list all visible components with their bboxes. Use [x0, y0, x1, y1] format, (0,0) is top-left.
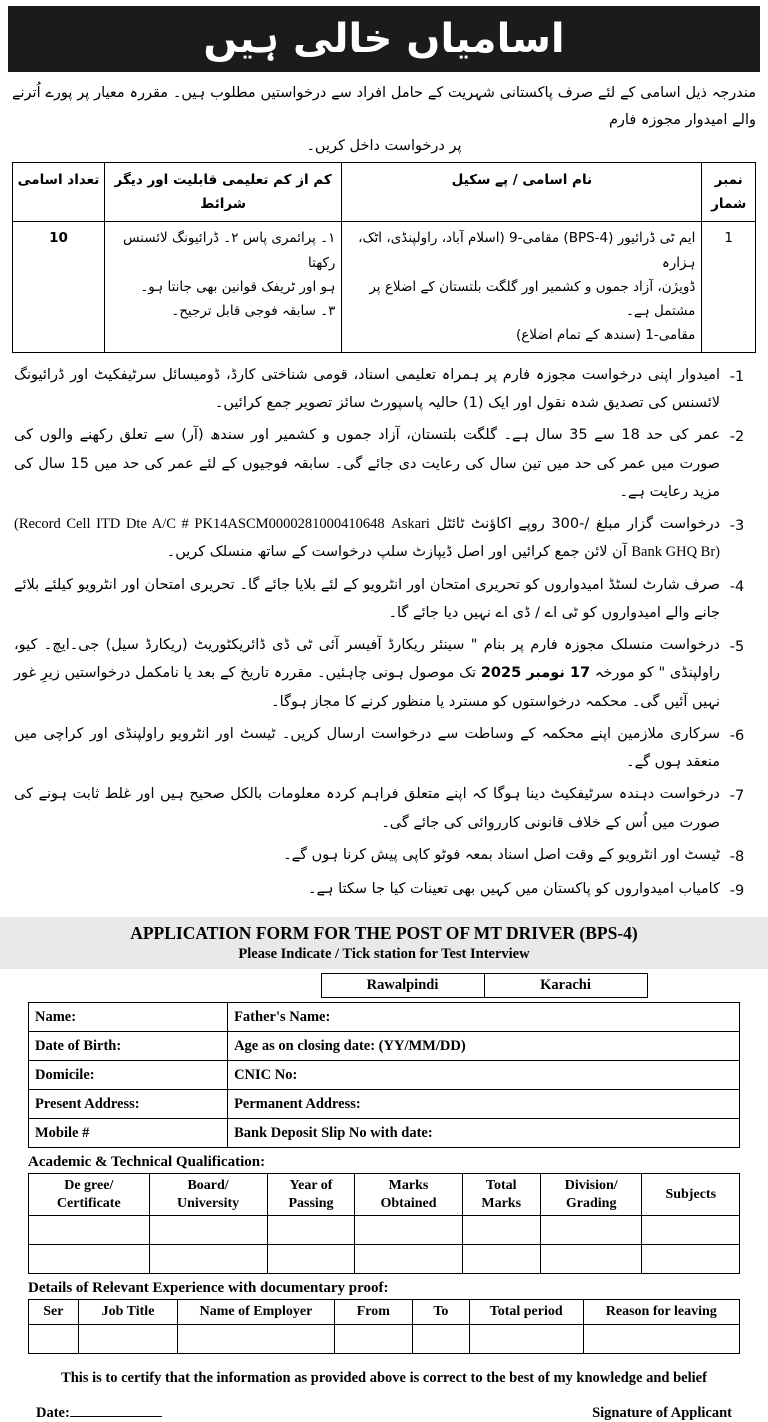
clause-5-deadline-date: 17 نومبر 2025 [480, 665, 591, 682]
clause-3 [0, 508, 768, 569]
station-table [121, 973, 648, 998]
clause-3-prefix: درخواست گزار مبلغ /-300 روپے اکاؤنٹ ٹائٹل [436, 516, 721, 533]
th-degree [29, 1174, 150, 1216]
banner-title: اسامیاں خالی ہیں [203, 16, 565, 62]
station-selection [0, 973, 768, 998]
clause-1-number: 1- [729, 368, 745, 385]
field-label-bank-slip: Bank Deposit Slip No with date: [228, 1119, 740, 1148]
clause-6-number: 6- [729, 727, 745, 744]
clause-8-text: ٹیسٹ اور انٹرویو کے وقت اصل اسناد بمعہ فوٹو کاپی پیش کرنا ہوں گے۔ [283, 846, 720, 863]
station-option-karachi[interactable]: Karachi [484, 974, 647, 998]
table-row [29, 1090, 740, 1119]
table-row [29, 1061, 740, 1090]
clause-9-text: کامیاب امیدواروں کو پاکستان میں کہیں بھی تعینات کیا جا سکتا ہے۔ [308, 881, 720, 898]
applicant-fields-table [28, 1002, 740, 1148]
acad-cell[interactable] [355, 1245, 462, 1274]
th-board-l2: University [176, 1195, 240, 1211]
qual-line-1: ۱۔ پرائمری پاس ۲۔ ڈرائیونگ لائسنس رکھتا [122, 230, 336, 271]
clause-7 [0, 778, 768, 839]
clause-7-text: درخواست دہندہ سرٹیفکیٹ دینا ہوگا کہ اپنے متعلق فراہم کردہ معلومات بالکل صحیح ہیں اور غلط ثابت ہونے کی صورت میں اُس کے خلاف قانونی کارروائی کی جائے گی۔ [14, 786, 720, 831]
cell-serial: 1 [702, 222, 756, 352]
clause-5-number: 5- [729, 639, 745, 656]
acad-cell[interactable] [267, 1245, 355, 1274]
th-degree-l1: De gree/ [64, 1178, 114, 1194]
clause-5 [0, 629, 768, 718]
acad-cell[interactable] [149, 1245, 267, 1274]
acad-cell[interactable] [149, 1216, 267, 1245]
clause-9 [0, 873, 768, 907]
field-label-permanent-address: Permanent Address: [228, 1090, 740, 1119]
field-label-domicile: Domicile: [29, 1061, 228, 1090]
acad-cell[interactable] [642, 1216, 740, 1245]
th-to: To [412, 1300, 469, 1325]
field-label-name: Name: [29, 1003, 228, 1032]
th-division-grading [540, 1174, 642, 1216]
exp-cell[interactable] [334, 1324, 412, 1353]
clause-7-number: 7- [729, 788, 745, 805]
exp-cell[interactable] [469, 1324, 583, 1353]
th-count: تعداد اسامی [13, 162, 105, 222]
cell-qualification [104, 222, 341, 352]
table-row [29, 1032, 740, 1061]
clause-5-text-a: درخواست منسلک مجوزہ فارم پر بنام " سینئر ریکارڈ آفیسر آئی ٹی ڈی ڈائریکٹوریٹ (ریکارڈ سیل) جی۔ایچ۔ کیو، راولپنڈی " کو مورخہ [14, 637, 721, 682]
qual-line-2: ہو اور ٹریفک قوانین بھی جانتا ہو۔ [140, 278, 336, 295]
th-total-period: Total period [469, 1300, 583, 1325]
clause-3-body [14, 510, 720, 567]
field-label-cnic: CNIC No: [228, 1061, 740, 1090]
intro-paragraph [0, 72, 768, 138]
application-form-title: APPLICATION FORM FOR THE POST OF MT DRIVER (BPS-4) [0, 917, 768, 946]
intro-line-2: پر درخواست داخل کریں۔ [306, 137, 462, 154]
clause-2-text: عمر کی حد 18 سے 35 سال ہے۔ گلگت بلتستان، آزاد جموں و کشمیر اور سندھ (آر) سے تعلق رکھنے والوں کی صورت میں عمر کی حد میں تین سال کی رعایت دی جائے گی۔ سابقہ فوجیوں کے لئے عمر کی حد میں 15 سال کی مزید رعایت ہے۔ [14, 427, 720, 500]
field-label-present-address: Present Address: [29, 1090, 228, 1119]
date-blank-line[interactable] [70, 1416, 162, 1417]
post-line-1: ایم ٹی ڈرائیور (BPS-4) مقامی-9 (اسلام آباد، راولپنڈی، اٹک، ہزارہ [358, 230, 696, 271]
clause-2 [0, 419, 768, 508]
th-marks-l1: Marks [388, 1178, 429, 1194]
acad-cell[interactable] [462, 1216, 540, 1245]
th-division-l1: Division/ [564, 1178, 618, 1194]
th-total-l1: Total [485, 1178, 517, 1194]
clause-5-body [14, 631, 720, 716]
experience-table [28, 1299, 740, 1354]
table-row [13, 222, 756, 352]
intro-line-1: مندرجہ ذیل اسامی کے لئے صرف پاکستانی شہریت کے حامل افراد سے درخواستیں مطلوب ہیں۔ مقررہ معیار پر پورے اُترنے والے امیدوار مجوزہ فارم [12, 85, 756, 128]
clause-4 [0, 569, 768, 630]
th-qualification: کم از کم تعلیمی قابلیت اور دیگر شرائط [104, 162, 341, 222]
date-label: Date: [36, 1404, 70, 1421]
experience-header-row [29, 1300, 740, 1325]
clause-3-number: 3- [729, 518, 745, 535]
clause-9-number: 9- [729, 883, 745, 900]
th-year-of-passing [267, 1174, 355, 1216]
table-row [29, 1216, 740, 1245]
clause-3-suffix: آن لائن جمع کرائیں اور اصل ڈیپازٹ سلپ درخواست کے ساتھ منسلک کریں۔ [166, 544, 627, 561]
table-row [29, 1245, 740, 1274]
field-label-mobile: Mobile # [29, 1119, 228, 1148]
academic-section-label: Academic & Technical Qualification: [28, 1154, 266, 1171]
field-label-age: Age as on closing date: (YY/MM/DD) [228, 1032, 740, 1061]
th-from: From [334, 1300, 412, 1325]
th-ser: Ser [29, 1300, 79, 1325]
clause-5-text-b: تک موصول ہونی چاہئیں۔ مقررہ تاریخ کے بعد یا نامکمل درخواستیں زیرِ غور نہیں آئیں گی۔ محکمہ درخواستوں کو مسترد یا منظور کرنے کا مجاز ہوگا۔ [14, 665, 720, 710]
th-reason-leaving: Reason for leaving [583, 1300, 739, 1325]
clause-1 [0, 359, 768, 420]
clause-3-account: (Record Cell ITD Dte A/C # PK14ASCM0000281000410648 [14, 516, 385, 533]
clause-6-text: سرکاری ملازمین اپنے محکمہ کے وساطت سے درخواست ارسال کریں۔ ٹیسٹ اور انٹرویو راولپنڈی اور کراچی میں منعقد ہوں گے۔ [14, 725, 720, 771]
th-year-l1: Year of [289, 1178, 333, 1194]
th-board-l1: Board/ [187, 1178, 229, 1194]
th-marks-l2: Obtained [380, 1195, 437, 1211]
header-banner [8, 6, 760, 72]
exp-cell[interactable] [29, 1324, 79, 1353]
exp-cell[interactable] [583, 1324, 739, 1353]
th-employer: Name of Employer [178, 1300, 334, 1325]
post-line-2: ڈویژن، آزاد جموں و کشمیر اور گلگت بلتستان کے اضلاع پر مشتمل ہے۔ [369, 278, 696, 320]
advertisement-page [0, 6, 768, 1421]
experience-section-label: Details of Relevant Experience with documentary proof: [28, 1280, 389, 1297]
acad-cell[interactable] [355, 1216, 462, 1245]
acad-cell[interactable] [267, 1216, 355, 1245]
clause-4-text: صرف شارٹ لسٹڈ امیدواروں کو تحریری امتحان اور انٹرویو کے لئے بلایا جائے گا۔ تحریری امتحان اور انٹرویو کیلئے بلائے جانے والے امیدواروں کو ٹی اے / ڈی اے نہیں دیا جائے گا۔ [14, 576, 720, 621]
th-marks-obtained [355, 1174, 462, 1216]
acad-cell[interactable] [540, 1216, 642, 1245]
certification-text: This is to certify that the information as provided above is correct to the best of my knowledge and belief [61, 1369, 707, 1386]
field-label-dob: Date of Birth: [29, 1032, 228, 1061]
acad-cell[interactable] [540, 1245, 642, 1274]
date-field [36, 1405, 162, 1422]
th-total-l2: Marks [481, 1195, 522, 1211]
th-division-l2: Grading [565, 1195, 617, 1211]
academic-header-row [29, 1174, 740, 1216]
th-total-marks [462, 1174, 540, 1216]
clause-6 [0, 718, 768, 779]
clause-1-text: امیدوار اپنی درخواست مجوزہ فارم پر ہمراہ تعلیمی اسناد، قومی شناختی کارڈ، ڈومیسائل سرٹیفکیٹ اور ڈرائیونگ لائسنس کی تصدیق شدہ نقول اور ایک (1) حالیہ پاسپورٹ سائز تصویر جمع کرائیں۔ [14, 366, 720, 411]
field-label-father-name: Father's Name: [228, 1003, 740, 1032]
signature-label: Signature of Applicant [592, 1404, 732, 1421]
qual-line-3: ۳۔ سابقہ فوجی قابل ترجیح۔ [171, 303, 336, 320]
exp-cell[interactable] [78, 1324, 178, 1353]
th-degree-l2: Certificate [56, 1195, 121, 1211]
intro-line-2-wrap [0, 138, 768, 160]
vacancy-table-header-row [13, 162, 756, 222]
cell-count: 10 [13, 222, 105, 352]
academic-qualification-table [28, 1173, 740, 1274]
clause-3-bank: Askari Bank GHQ Br) [391, 516, 720, 561]
application-form-subtitle: Please Indicate / Tick station for Test Interview [0, 946, 768, 969]
signature-row [36, 1405, 732, 1422]
station-spacer [121, 974, 322, 998]
th-board [149, 1174, 267, 1216]
acad-cell[interactable] [642, 1245, 740, 1274]
table-row [29, 1324, 740, 1353]
acad-cell[interactable] [462, 1245, 540, 1274]
th-job-title: Job Title [78, 1300, 178, 1325]
clause-2-number: 2- [729, 429, 745, 446]
th-subjects-l1: Subjects [665, 1187, 717, 1203]
table-row [29, 1119, 740, 1148]
table-row [29, 1003, 740, 1032]
th-subjects [642, 1174, 740, 1216]
th-year-l2: Passing [288, 1195, 334, 1211]
vacancy-table [12, 162, 756, 353]
acad-cell[interactable] [29, 1216, 150, 1245]
th-post: نام اسامی / پے سکیل [342, 162, 702, 222]
exp-cell[interactable] [412, 1324, 469, 1353]
clause-4-number: 4- [729, 578, 745, 595]
cell-post [342, 222, 702, 352]
acad-cell[interactable] [29, 1245, 150, 1274]
post-line-3: مقامی-1 (سندھ کے تمام اضلاع) [515, 327, 696, 344]
clause-8 [0, 839, 768, 873]
station-option-rawalpindi[interactable]: Rawalpindi [321, 974, 484, 998]
clause-8-number: 8- [729, 848, 745, 865]
th-serial: نمبر شمار [702, 162, 756, 222]
exp-cell[interactable] [178, 1324, 334, 1353]
